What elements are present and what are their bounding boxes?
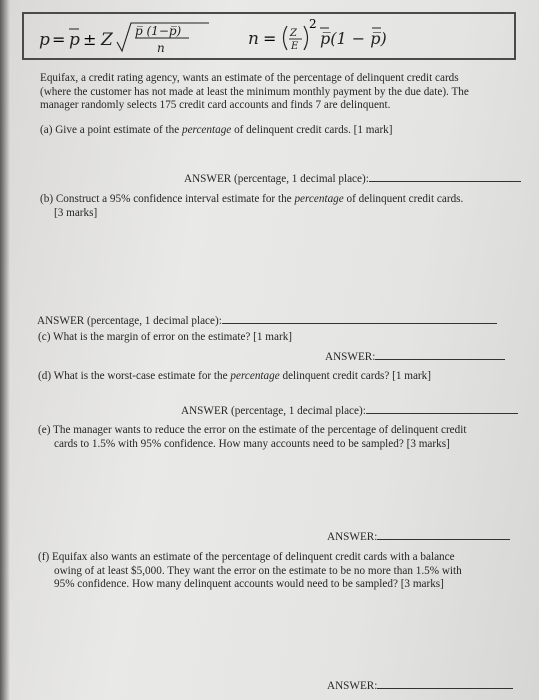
page-shadow <box>0 0 10 700</box>
question-d: (d) What is the worst-case estimate for the percentage delinquent credit cards? [1 mark] <box>38 370 431 382</box>
answer-f-blank[interactable] <box>377 678 513 689</box>
answer-a <box>184 171 521 187</box>
question-f: (f) Equifax also wants an estimate of the percentage of delinquent credit cards with a balance owing of at least $5,000. They want the error on the estimate to be no more than 1.5% with 95% confidence. How many delinquent accounts would need to be sampled? [3 marks] <box>38 551 462 591</box>
answer-label: ANSWER (percentage, 1 decimal place): <box>184 173 369 185</box>
answer-c-blank[interactable] <box>375 349 505 360</box>
formula-pbar: p <box>69 30 80 50</box>
answer-c <box>325 349 505 365</box>
sample-size-formula <box>248 16 408 56</box>
intro-line: manager randomly selects 175 credit card accounts and finds 7 are delinquent. <box>40 99 391 112</box>
formula-e-small: E <box>291 41 299 52</box>
intro-line: (where the customer has not made at least the minimum monthly payment by the due date). The <box>40 85 469 98</box>
intro-paragraph <box>40 72 469 113</box>
formula-denominator: n <box>157 41 165 55</box>
formula-z: Z <box>101 30 113 50</box>
formula-z-small: Z <box>290 28 297 39</box>
formula-plus-minus: ± <box>83 30 97 49</box>
answer-b-blank[interactable] <box>222 313 497 324</box>
answer-b <box>37 313 497 329</box>
answer-e <box>327 529 510 545</box>
answer-a-blank[interactable] <box>369 171 521 182</box>
formula-equals-2: = <box>263 29 277 48</box>
formula-n: n <box>248 29 259 49</box>
answer-e-blank[interactable] <box>377 529 510 540</box>
question-a: (a) Give a point estimate of the percentage of delinquent credit cards. [1 mark] <box>40 124 393 136</box>
answer-f <box>327 678 513 694</box>
answer-d-blank[interactable] <box>366 403 518 414</box>
answer-label: ANSWER: <box>325 351 376 363</box>
answer-label: ANSWER (percentage, 1 decimal place): <box>37 315 222 327</box>
answer-d <box>181 403 518 419</box>
formula-numerator: p̅ (1−p̅) <box>135 24 182 38</box>
answer-label: ANSWER (percentage, 1 decimal place): <box>181 405 366 417</box>
answer-label: ANSWER: <box>327 680 378 692</box>
question-e: (e) The manager wants to reduce the error on the estimate of the percentage of delinquent credit cards to 1.5% with 95% confidence. How many accounts need to be sampled? [3 marks] <box>38 424 467 450</box>
formula-p: p <box>39 30 50 50</box>
formula-box <box>22 12 516 60</box>
intro-line: Equifax, a credit rating agency, wants an estimate of the percentage of delinquent credit cards <box>40 72 459 84</box>
confidence-interval-formula <box>39 20 209 56</box>
formula-exponent: 2 <box>309 17 317 31</box>
answer-label: ANSWER: <box>327 531 378 543</box>
question-b: (b) Construct a 95% confidence interval estimate for the percentage of delinquent credit cards. [3 marks] <box>40 193 464 219</box>
formula-equals: = <box>52 30 66 49</box>
question-c: (c) What is the margin of error on the estimate? [1 mark] <box>38 331 293 343</box>
formula-tail: p̅(1 − p̅) <box>320 29 387 48</box>
